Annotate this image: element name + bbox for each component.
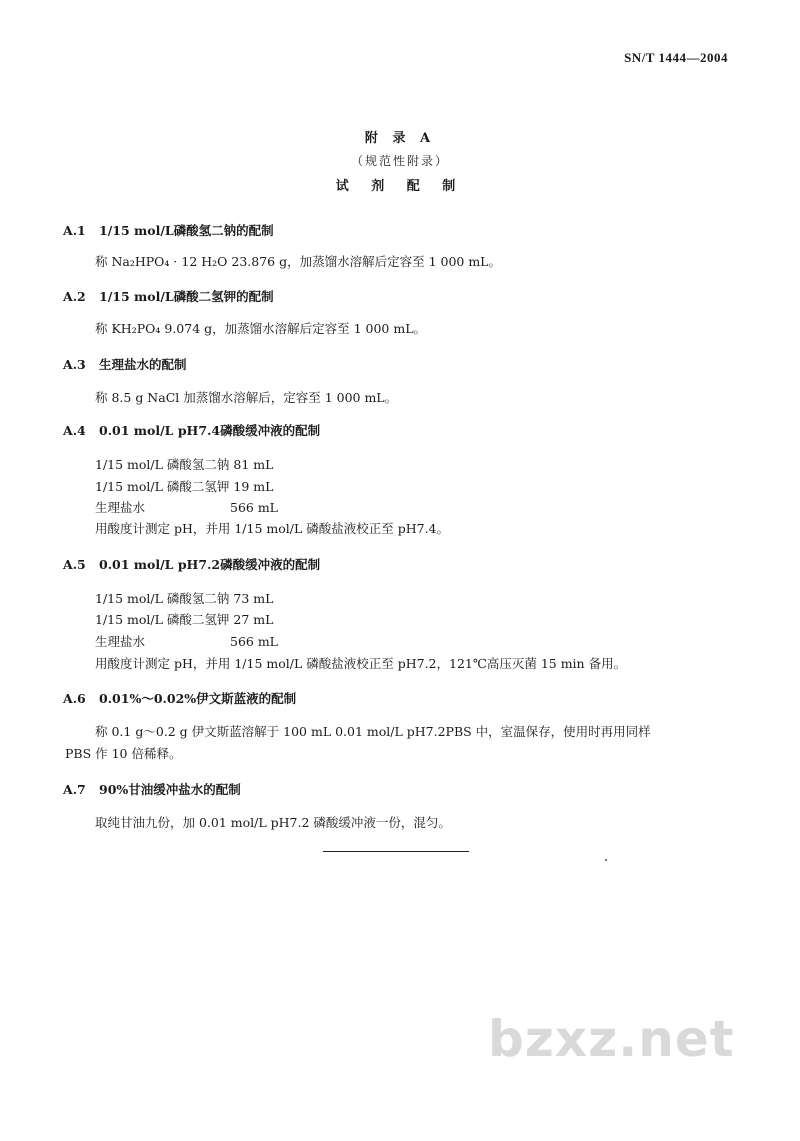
section-a5-line2: 1/15 mol/L 磷酸二氢钾 27 mL: [95, 612, 274, 627]
section-a4-heading: [63, 421, 320, 439]
appendix-subject: 试 剂 配 制: [335, 179, 465, 194]
section-a3-text: 称 8.5 g NaCl 加蒸馏水溶解后，定容至 1 000 mL。: [95, 390, 398, 405]
section-a2-heading: [63, 287, 274, 305]
section-a5-line4: 用酸度计测定 pH，并用 1/15 mol/L 磷酸盐液校正至 pH7.2，121℃高压灭菌 15 min 备用。: [95, 656, 627, 671]
section-a4-line2: 1/15 mol/L 磷酸二氢钾 19 mL: [95, 479, 274, 494]
section-a4-line1: 1/15 mol/L 磷酸氢二钠 81 mL: [95, 457, 274, 472]
section-a1-text: 称 Na₂HPO₄ · 12 H₂O 23.876 g，加蒸馏水溶解后定容至 1 000 mL。: [95, 254, 501, 269]
section-number: A.7: [63, 782, 86, 797]
appendix-type: （规范性附录）: [350, 154, 449, 168]
section-a1-heading: [63, 221, 274, 239]
section-a4-line4: 用酸度计测定 pH，并用 1/15 mol/L 磷酸盐液校正至 pH7.4。: [95, 521, 450, 536]
section-title: 1/15 mol/L磷酸氢二钠的配制: [99, 223, 274, 238]
saline-volume: 566 mL: [230, 500, 278, 515]
section-a4-line3: [95, 498, 278, 516]
section-number: A.1: [63, 223, 86, 238]
section-a2-text: 称 KH₂PO₄ 9.074 g，加蒸馏水溶解后定容至 1 000 mL。: [95, 321, 427, 336]
section-number: A.2: [63, 289, 86, 304]
saline-label: 生理盐水: [95, 634, 146, 649]
section-title: 生理盐水的配制: [99, 357, 187, 372]
section-title: 0.01%～0.02%伊文斯蓝液的配制: [99, 691, 297, 706]
end-rule: [323, 851, 469, 852]
section-a5-heading: [63, 555, 320, 573]
section-title: 90%甘油缓冲盐水的配制: [99, 782, 241, 797]
appendix-title: 附 录 A: [364, 131, 436, 146]
section-a3-heading: [63, 355, 187, 373]
standard-number: SN/T 1444—2004: [624, 50, 728, 65]
section-a6-line1: 称 0.1 g～0.2 g 伊文斯蓝溶解于 100 mL 0.01 mol/L pH7.2PBS 中，室温保存，使用时再用同样: [95, 724, 651, 739]
section-a7-heading: [63, 780, 241, 798]
section-a6-line2: PBS 作 10 倍稀释。: [65, 746, 182, 761]
scan-speck: [605, 859, 607, 861]
section-number: A.6: [63, 691, 86, 706]
section-number: A.4: [63, 423, 86, 438]
section-a5-line1: 1/15 mol/L 磷酸氢二钠 73 mL: [95, 591, 274, 606]
section-a6-heading: [63, 689, 296, 707]
section-number: A.5: [63, 557, 86, 572]
section-a5-line3: [95, 632, 278, 650]
section-title: 1/15 mol/L磷酸二氢钾的配制: [99, 289, 274, 304]
saline-volume: 566 mL: [230, 634, 278, 649]
section-title: 0.01 mol/L pH7.4磷酸缓冲液的配制: [99, 423, 321, 438]
section-title: 0.01 mol/L pH7.2磷酸缓冲液的配制: [99, 557, 321, 572]
watermark: bzxz.net: [488, 1010, 735, 1068]
section-a7-text: 取纯甘油九份，加 0.01 mol/L pH7.2 磷酸缓冲液一份，混匀。: [95, 815, 451, 830]
section-number: A.3: [63, 357, 86, 372]
saline-label: 生理盐水: [95, 500, 146, 515]
